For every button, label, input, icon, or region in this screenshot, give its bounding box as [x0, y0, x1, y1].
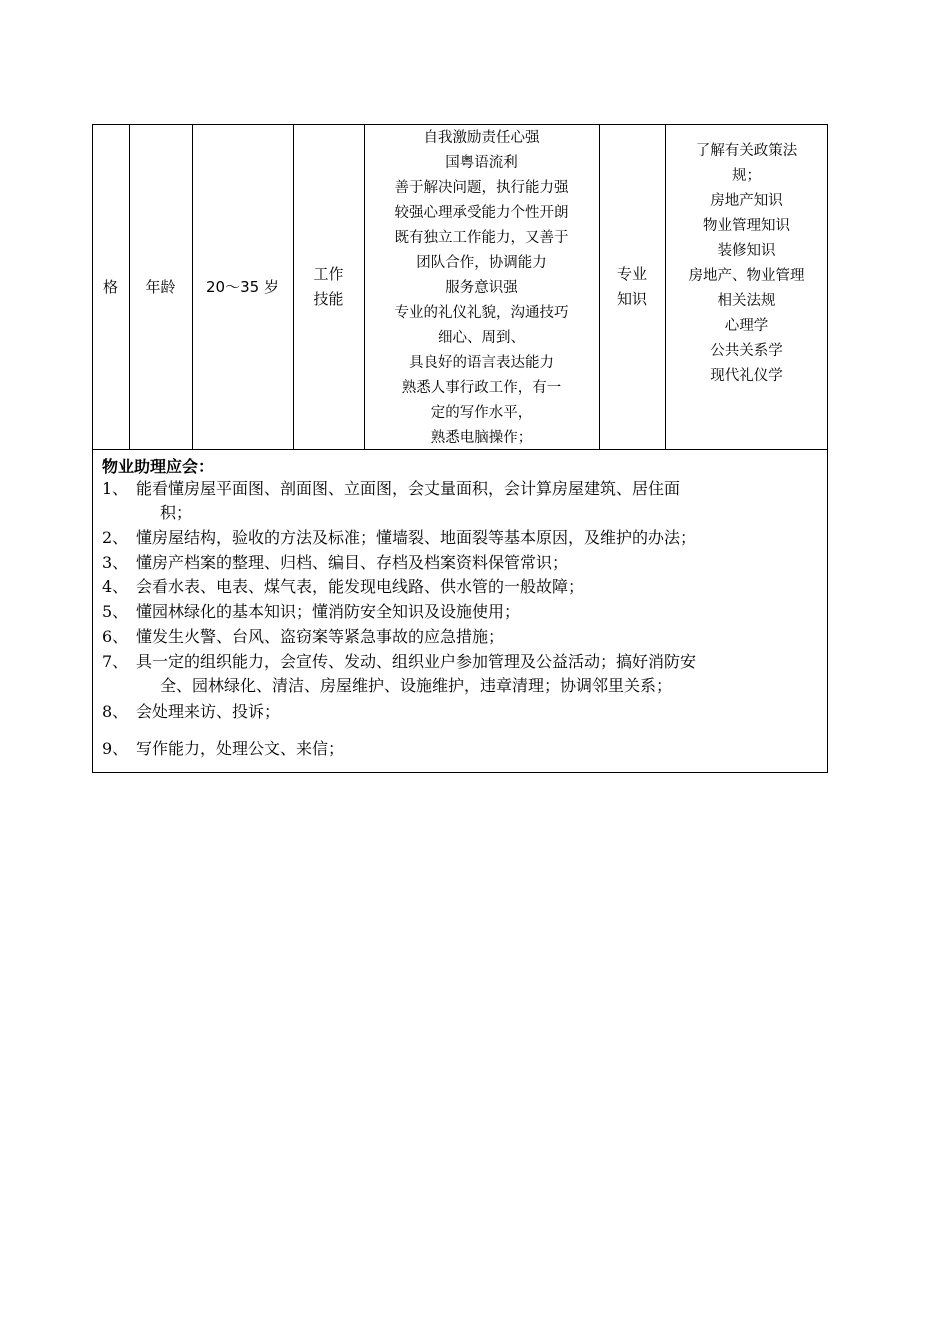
cell-category: [92, 124, 129, 450]
knowledge-label-line: 专业: [616, 265, 647, 283]
cell-knowledge-label: [599, 124, 665, 450]
skills-line: 专业的礼仪礼貌，沟通技巧: [394, 305, 569, 321]
skills-label-line: 工作: [313, 265, 344, 283]
skills-line: 服务意识强: [445, 280, 518, 296]
knowledge-label-line: 知识: [616, 290, 647, 308]
skills-line: 熟悉人事行政工作，有一: [401, 380, 562, 396]
knowledge-line: 房地产知识: [710, 193, 783, 209]
skills-line: 国粤语流利: [445, 155, 518, 171]
skills-line: 既有独立工作能力，又善于: [394, 230, 569, 246]
knowledge-line: 现代礼仪学: [710, 368, 783, 384]
item-number: 6、: [102, 627, 129, 646]
item-continuation: 全、园林绿化、清洁、房屋维护、设施维护，违章清理；协调邻里关系；: [160, 676, 673, 695]
requirement-item: [102, 477, 680, 525]
item-text: 懂园林绿化的基本知识；懂消防安全知识及设施使用；: [136, 602, 521, 621]
item-number: 2、: [102, 528, 129, 547]
item-number: 1、: [102, 479, 129, 498]
item-text: 能看懂房屋平面图、剖面图、立面图，会丈量面积，会计算房屋建筑、居住面: [136, 479, 681, 498]
item-number: 9、: [102, 739, 129, 758]
requirement-item: [102, 575, 584, 599]
category-label: 格: [102, 277, 118, 296]
requirement-item: [102, 700, 280, 724]
skills-line: 自我激励责任心强: [423, 130, 540, 146]
item-number: 5、: [102, 602, 129, 621]
cell-skills-label: [293, 124, 364, 450]
item-text: 懂房屋结构，验收的方法及标准；懂墙裂、地面裂等基本原因，及维护的办法；: [136, 528, 697, 547]
item-number: 3、: [102, 553, 129, 572]
cell-age-label: [129, 124, 192, 450]
knowledge-line: 心理学: [724, 318, 769, 334]
skills-line: 定的写作水平，: [430, 405, 533, 421]
knowledge-line: 房地产、物业管理: [688, 268, 805, 284]
item-text: 懂发生火警、台风、盗窃案等紧急事故的应急措施；: [136, 627, 505, 646]
skills-line: 细心、周到、: [438, 330, 525, 346]
cell-skills-content: [364, 126, 599, 450]
skills-label-line: 技能: [313, 290, 344, 308]
knowledge-line: 公共关系学: [710, 343, 783, 359]
age-label: 年龄: [145, 277, 176, 296]
knowledge-line: 规；: [732, 168, 761, 184]
skills-line: 较强心理承受能力个性开朗: [394, 205, 569, 221]
item-continuation: 积；: [160, 503, 193, 522]
item-text: 会看水表、电表、煤气表，能发现电线路、供水管的一般故障；: [136, 577, 585, 596]
cell-knowledge-content: [665, 139, 828, 439]
requirement-item: [102, 526, 696, 550]
item-number: 4、: [102, 577, 129, 596]
knowledge-line: 物业管理知识: [703, 218, 790, 234]
requirement-item: [102, 551, 568, 575]
item-number: 8、: [102, 702, 129, 721]
skills-line: 善于解决问题，执行能力强: [394, 180, 569, 196]
knowledge-line: 装修知识: [717, 243, 776, 259]
requirement-item: [102, 600, 520, 624]
requirement-item: [102, 625, 504, 649]
item-text: 会处理来访、投诉；: [136, 702, 281, 721]
skills-line: 熟悉电脑操作；: [430, 430, 533, 446]
knowledge-line: 了解有关政策法: [695, 143, 798, 159]
cell-age-value: [192, 124, 293, 450]
job-requirements-table: [92, 124, 828, 773]
item-number: 7、: [102, 652, 129, 671]
item-text: 写作能力，处理公文、来信；: [136, 739, 345, 758]
requirement-item: [102, 650, 696, 698]
skills-line: 具良好的语言表达能力: [409, 355, 554, 371]
knowledge-line: 相关法规: [717, 293, 776, 309]
skills-line: 团队合作，协调能力: [416, 255, 547, 271]
age-value: 20～35 岁: [206, 277, 279, 296]
requirements-title: 物业助理应会：: [102, 457, 215, 476]
item-text: 具一定的组织能力，会宣传、发动、组织业户参加管理及公益活动；搞好消防安: [136, 652, 697, 671]
item-text: 懂房产档案的整理、归档、编目、存档及档案资料保管常识；: [136, 553, 569, 572]
requirement-item: [102, 737, 344, 761]
